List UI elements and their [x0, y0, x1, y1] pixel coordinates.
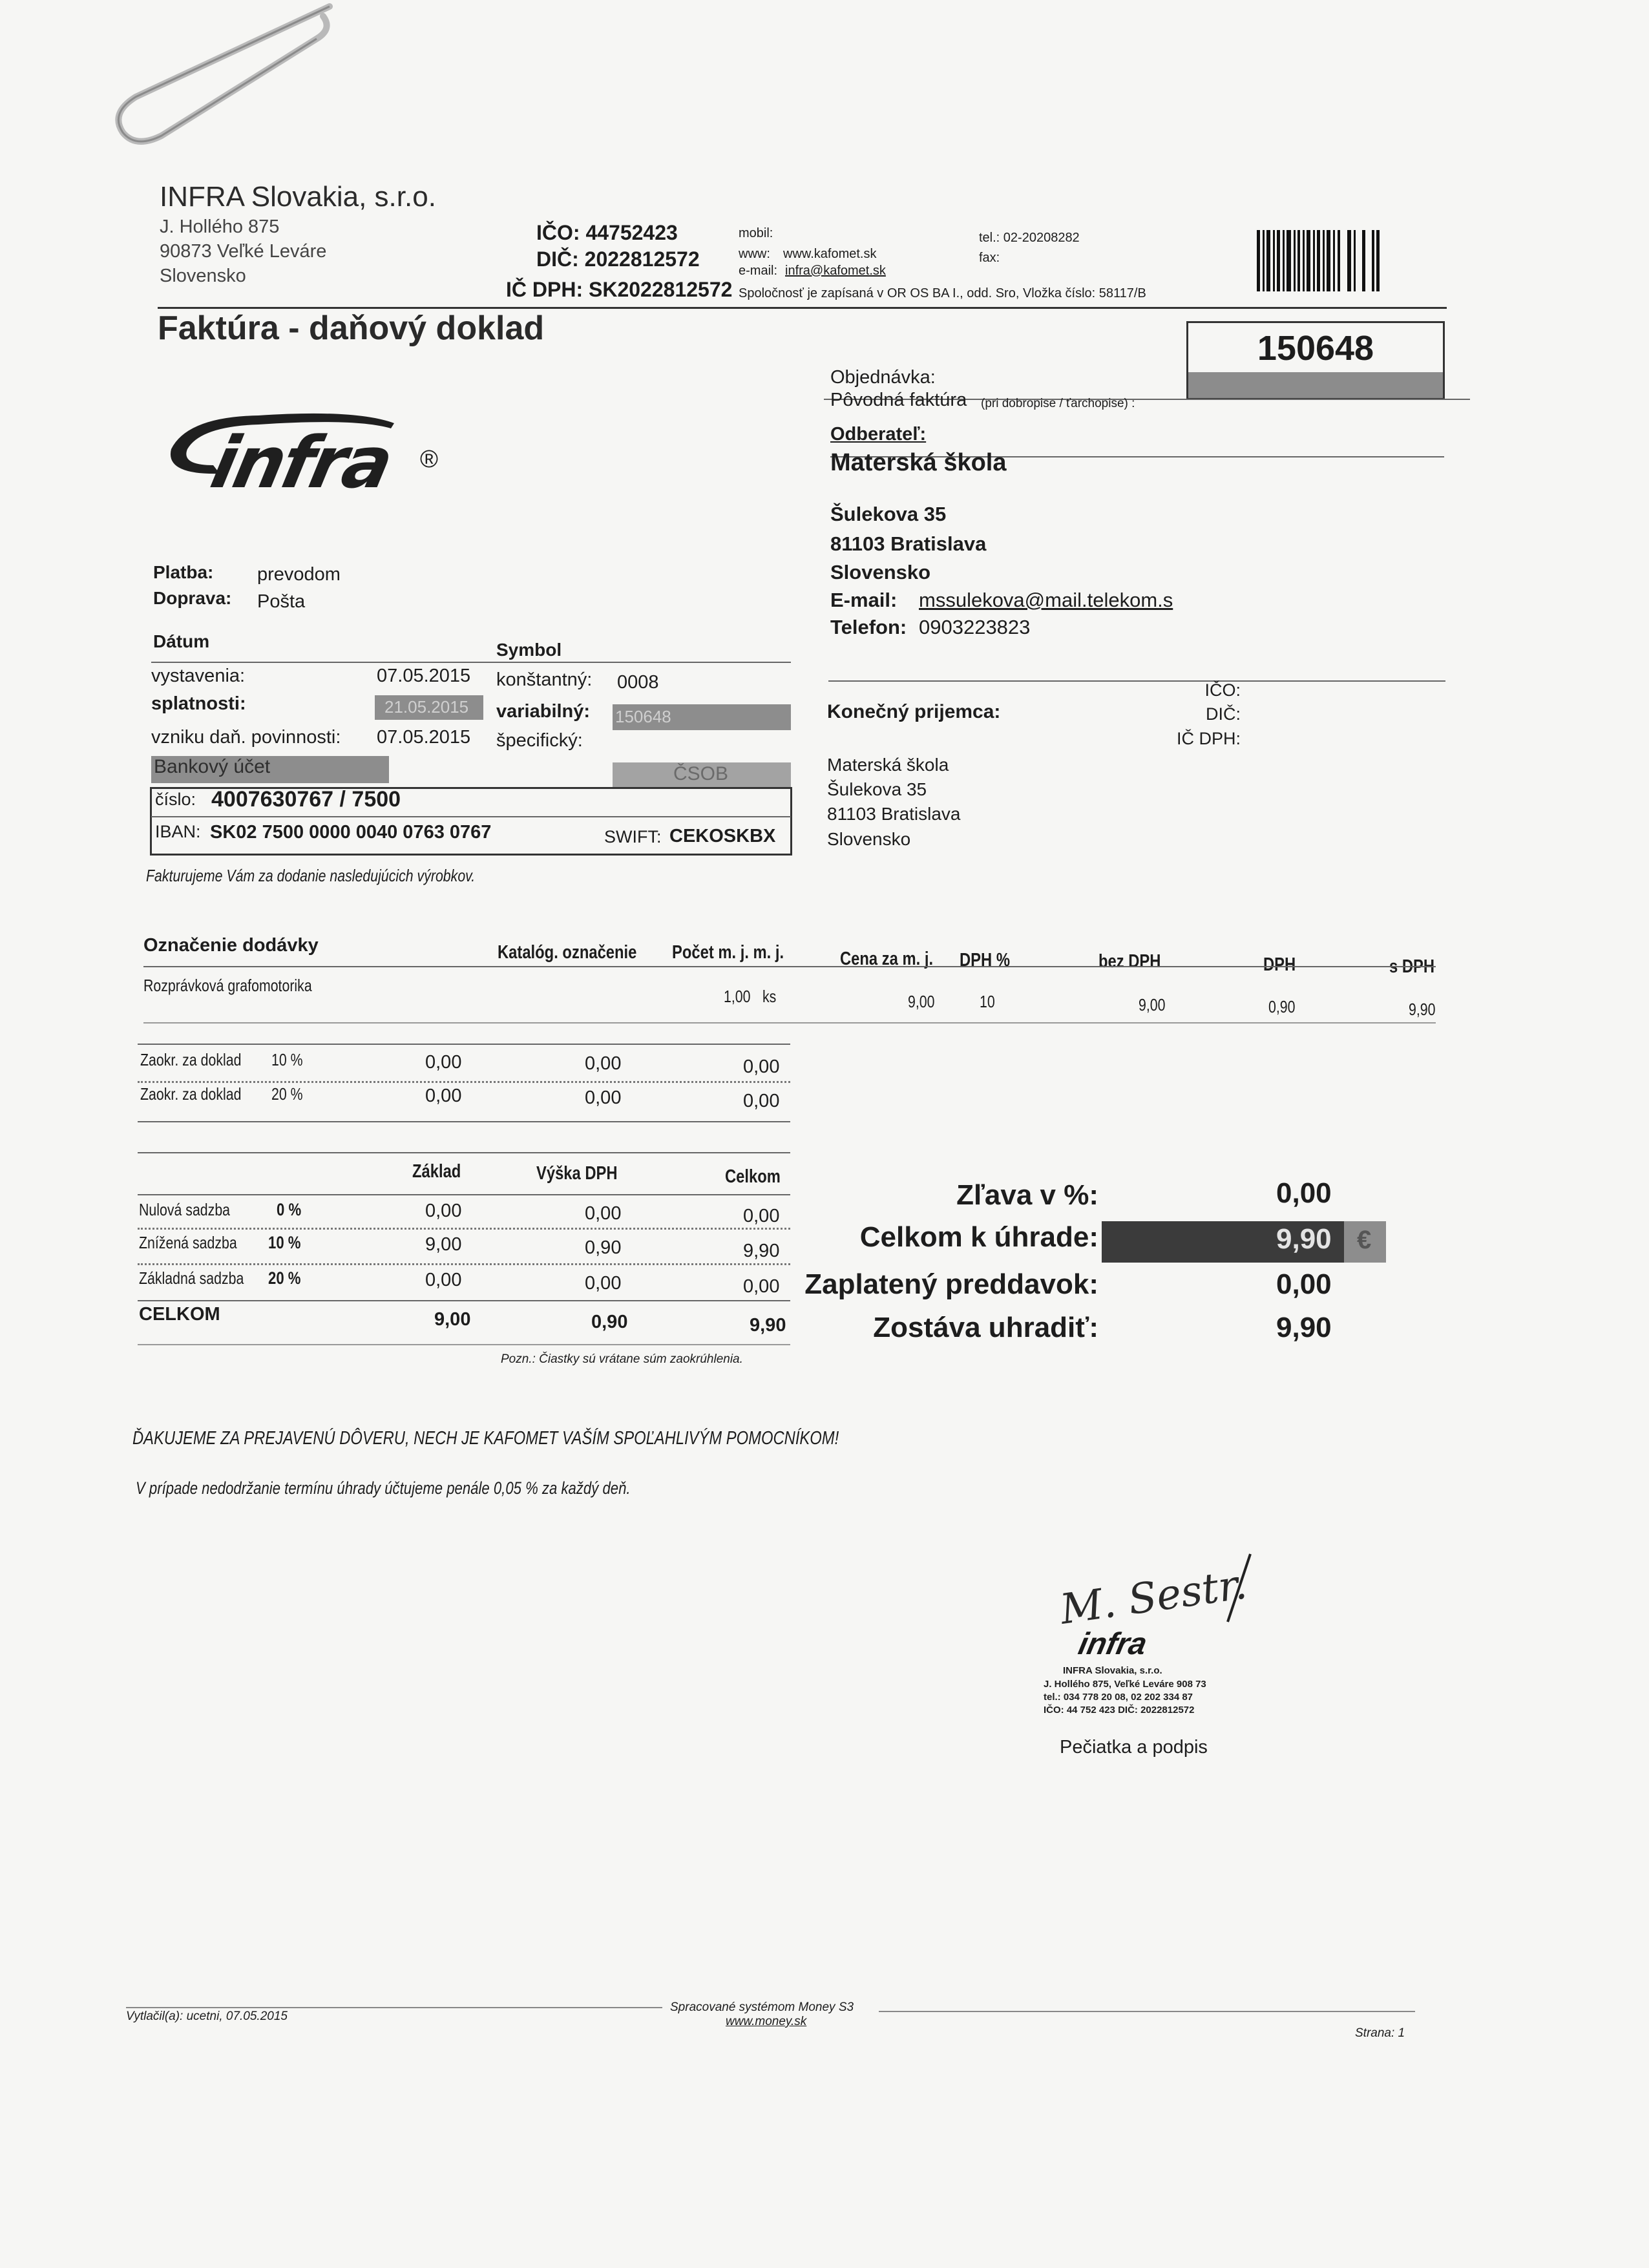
barcode-icon [1257, 230, 1380, 291]
original-invoice-note: (pri dobropise / ťarchopise) : [981, 397, 1135, 410]
rounding-pct: 20 % [271, 1084, 303, 1104]
customer-name: Materská škola [830, 449, 1007, 476]
constant-symbol-label: konštantný: [496, 669, 593, 690]
vat-base: 9,00 [425, 1234, 462, 1255]
customer-email-label: E-mail: [830, 589, 898, 611]
vat-total: 9,90 [743, 1241, 780, 1261]
paper-clip-icon [97, 0, 342, 155]
supplier-street: J. Hollého 875 [160, 216, 280, 237]
vat-amount: 0,00 [585, 1273, 622, 1294]
rounding-value-a: 0,00 [425, 1052, 462, 1073]
original-invoice-label: Pôvodná faktúra [830, 390, 967, 410]
vat-amount: 0,90 [585, 1237, 622, 1258]
payment-method-label: Platba: [153, 562, 214, 582]
due-date-label: splatnosti: [151, 693, 246, 714]
vat-total: 0,00 [743, 1276, 780, 1297]
constant-symbol: 0008 [617, 672, 659, 693]
registered-mark: ® [420, 446, 438, 473]
iban: SK02 7500 0000 0040 0763 0767 [210, 822, 492, 843]
customer-label: Odberateľ: [830, 424, 927, 445]
amount-due-label: Celkom k úhrade: [859, 1221, 1098, 1253]
bank-account-label: Bankový účet [154, 756, 271, 777]
signature: M. Sestr. [1057, 1560, 1250, 1634]
delivery-method: Pošta [257, 591, 306, 612]
amount-due-currency: € [1357, 1226, 1372, 1254]
discount-label: Zľava v %: [956, 1179, 1098, 1211]
invoice-number-box [1186, 321, 1445, 400]
swift-label: SWIFT: [604, 827, 662, 846]
account-number: 4007630767 / 7500 [211, 787, 401, 812]
supplier-country: Slovensko [160, 266, 246, 286]
prepayment-value: 0,00 [1276, 1268, 1332, 1300]
recipient-name: Materská škola [827, 755, 949, 775]
customer-dic-label: DIČ: [1206, 704, 1241, 724]
specific-symbol-label: špecifický: [496, 730, 583, 751]
discount-value: 0,00 [1276, 1177, 1332, 1209]
stamp-line: IČO: 44 752 423 DIČ: 2022812572 [1044, 1705, 1195, 1716]
supplier-email-label: e-mail: [739, 264, 778, 278]
item-gross: 9,90 [1409, 1000, 1436, 1019]
vat-base: 0,00 [425, 1201, 462, 1221]
payment-method: prevodom [257, 564, 341, 585]
supplier-www: www.kafomet.sk [783, 247, 877, 261]
vat-col-total: Celkom [725, 1166, 781, 1187]
delivery-label: Doprava: [153, 588, 232, 608]
account-number-label: číslo: [155, 790, 196, 809]
item-unit: ks [762, 987, 777, 1006]
vat-rate-pct: 10 % [268, 1233, 301, 1252]
item-name: Rozprávková grafomotorika [143, 976, 312, 995]
stamp-logo: infra [1075, 1627, 1150, 1661]
logo-wordmark: infra [204, 421, 398, 504]
rounding-value-c: 0,00 [743, 1091, 780, 1111]
supplier-register: Spoločnosť je zapísaná v OR OS BA I., odd. Sro, Vložka číslo: 58117/B [739, 286, 1146, 300]
rounding-label: Zaokr. za doklad [140, 1084, 242, 1104]
supplier-icdph: IČ DPH: SK2022812572 [506, 278, 733, 301]
signature-stroke-icon [1218, 1551, 1257, 1628]
vat-rate-label: Základná sadzba [139, 1268, 244, 1288]
remaining-value: 9,90 [1276, 1312, 1332, 1343]
document-title: Faktúra - daňový doklad [158, 310, 545, 347]
invoice-number-shade [1188, 372, 1443, 398]
thanks-note: ĎAKUJEME ZA PREJAVENÚ DÔVERU, NECH JE KAFOMET VAŠÍM SPOĽAHLIVÝM POMOCNÍKOM! [132, 1428, 839, 1449]
col-header-vat: DPH [1263, 954, 1296, 975]
supplier-fax: fax: [979, 251, 1000, 265]
rounding-pct: 10 % [271, 1050, 303, 1069]
prepayment-label: Zaplatený preddavok: [804, 1268, 1098, 1300]
vat-rate-label: Nulová sadzba [139, 1200, 231, 1219]
col-header-catalog: Katalóg. označenie [498, 942, 637, 963]
rounding-value-c: 0,00 [743, 1056, 780, 1077]
recipient-country: Slovensko [827, 829, 911, 849]
customer-phone: 0903223823 [919, 616, 1031, 638]
amount-due-value: 9,90 [1276, 1223, 1332, 1255]
iban-label: IBAN: [155, 822, 201, 841]
stamp-signature-label: Pečiatka a podpis [1060, 1737, 1208, 1758]
customer-city: 81103 Bratislava [830, 532, 987, 555]
variable-symbol: 150648 [615, 707, 671, 726]
col-header-unit-price: Cena za m. j. [840, 949, 934, 969]
recipient-city: 81103 Bratislava [827, 804, 961, 824]
customer-country: Slovensko [830, 561, 931, 583]
supplier-www-label: www: [739, 247, 770, 261]
page-number: Strana: 1 [1355, 2026, 1405, 2040]
vat-rate-pct: 0 % [277, 1200, 302, 1219]
vat-total-label: CELKOM [139, 1304, 220, 1325]
supplier-mobil-label: mobil: [739, 226, 773, 240]
supplier-dic: DIČ: 2022812572 [536, 247, 700, 271]
vat-total-total: 9,90 [750, 1315, 786, 1336]
rounding-value-a: 0,00 [425, 1086, 462, 1106]
col-header-description: Označenie dodávky [143, 935, 319, 956]
vat-total-amount: 0,90 [591, 1312, 628, 1332]
item-vat-pct: 10 [980, 992, 995, 1011]
tax-date-label: vzniku daň. povinnosti: [151, 727, 341, 748]
due-date: 21.05.2015 [384, 697, 469, 717]
issue-date: 07.05.2015 [377, 666, 471, 686]
recipient-street: Šulekova 35 [827, 779, 927, 799]
item-net: 9,00 [1139, 995, 1166, 1014]
remaining-label: Zostáva uhradiť: [873, 1312, 1098, 1343]
software-url[interactable]: www.money.sk [726, 2015, 807, 2028]
vat-note: Pozn.: Čiastky sú vrátane súm zaokrúhlenia. [501, 1352, 743, 1366]
supplier-tel: tel.: 02-20208282 [979, 231, 1080, 245]
dates-header: Dátum [153, 631, 210, 651]
software-credit: Spracované systémom Money S3 [670, 2000, 854, 2014]
col-header-gross: s DPH [1389, 956, 1435, 977]
tax-date: 07.05.2015 [377, 727, 471, 748]
recipient-label: Konečný prijemca: [827, 701, 1001, 722]
col-header-vat-pct: DPH % [960, 950, 1010, 971]
customer-street: Šulekova 35 [830, 503, 947, 525]
stamp-line: tel.: 034 778 20 08, 02 202 334 87 [1044, 1692, 1193, 1703]
col-header-quantity: Počet m. j. m. j. [672, 942, 784, 963]
vat-total-base: 9,00 [434, 1309, 471, 1330]
swift: CEKOSKBX [669, 826, 776, 846]
customer-ico-label: IČO: [1204, 680, 1241, 700]
issue-date-label: vystavenia: [151, 666, 246, 686]
invoice-intro: Fakturujeme Vám za dodanie nasledujúcich výrobkov. [146, 866, 476, 885]
rounding-value-b: 0,00 [585, 1053, 622, 1074]
variable-symbol-label: variabilný: [496, 701, 591, 722]
supplier-name: INFRA Slovakia, s.r.o. [160, 181, 436, 213]
symbols-header: Symbol [496, 640, 562, 660]
item-qty: 1,00 [724, 987, 751, 1006]
amount-due-bar [1102, 1221, 1386, 1263]
customer-phone-label: Telefon: [830, 616, 907, 638]
supplier-ico: IČO: 44752423 [536, 221, 678, 244]
bank-name: ČSOB [673, 763, 729, 784]
invoice-number: 150648 [1257, 329, 1374, 368]
item-vat: 0,90 [1268, 997, 1296, 1016]
supplier-city: 90873 Veľké Leváre [160, 241, 327, 262]
vat-rate-label: Znížená sadzba [139, 1233, 237, 1252]
penalty-note: V prípade nedodržanie termínu úhrady účtujeme penále 0,05 % za každý deň. [136, 1478, 631, 1498]
vat-base: 0,00 [425, 1270, 462, 1290]
rounding-value-b: 0,00 [585, 1087, 622, 1108]
vat-amount: 0,00 [585, 1203, 622, 1224]
vat-rate-pct: 20 % [268, 1268, 301, 1288]
printed-by: Vytlačil(a): ucetni, 07.05.2015 [126, 2010, 288, 2023]
rounding-label: Zaokr. za doklad [140, 1050, 242, 1069]
order-label: Objednávka: [830, 367, 936, 388]
vat-col-base: Základ [412, 1161, 461, 1182]
supplier-email[interactable]: infra@kafomet.sk [785, 264, 886, 278]
vat-col-amount: Výška DPH [536, 1163, 618, 1184]
company-stamp [1044, 1627, 1263, 1728]
customer-email[interactable]: mssulekova@mail.telekom.s [919, 589, 1173, 611]
col-header-net: bez DPH [1098, 951, 1161, 972]
customer-icdph-label: IČ DPH: [1176, 729, 1241, 748]
stamp-line: INFRA Slovakia, s.r.o. [1063, 1665, 1162, 1676]
vat-total: 0,00 [743, 1206, 780, 1226]
stamp-line: J. Hollého 875, Veľké Leváre 908 73 [1044, 1679, 1206, 1690]
item-unit-price: 9,00 [908, 992, 935, 1011]
